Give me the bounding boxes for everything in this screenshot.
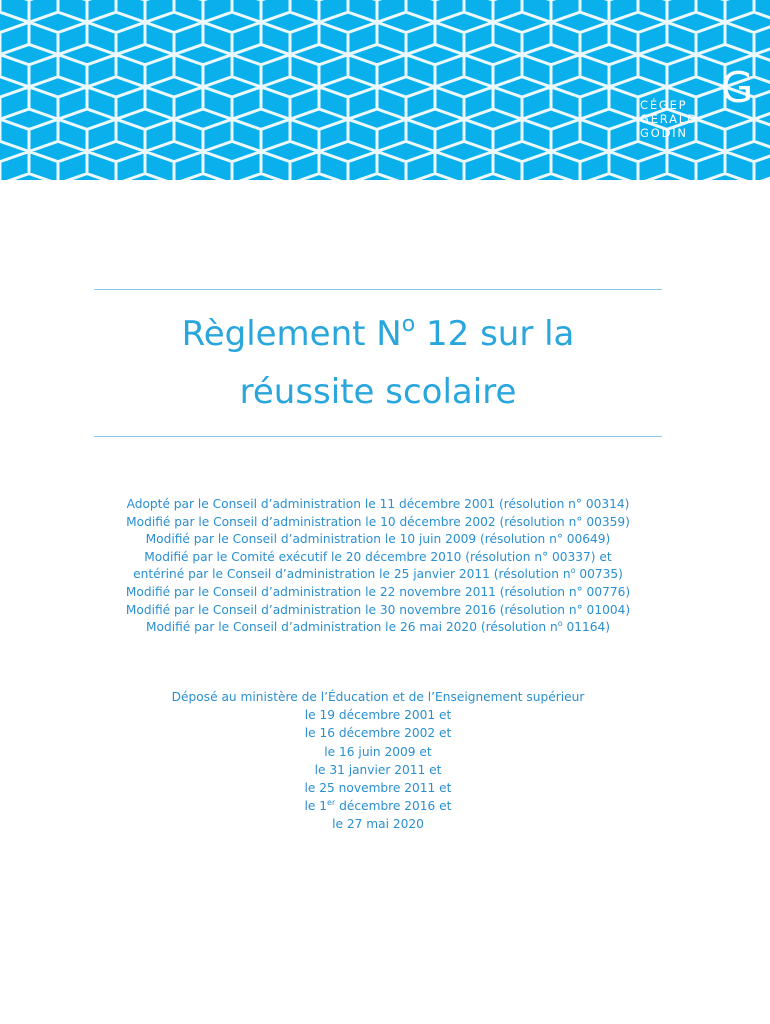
adoption-line: Modifié par le Conseil d’administration le 10 juin 2009 (résolution n° 00649) <box>145 532 611 547</box>
adoption-line: Modifié par le Conseil d’administration le 10 décembre 2002 (résolution n° 00359) <box>126 514 630 529</box>
deposit-line: le 16 décembre 2002 et <box>304 726 452 741</box>
adoption-history <box>40 496 716 637</box>
logo-line-3: GODIN <box>640 126 688 140</box>
cegep-logo <box>640 63 754 156</box>
document-title <box>94 305 662 421</box>
deposit-line: le 25 novembre 2011 et <box>304 781 452 796</box>
adoption-line: Modifié par le Conseil d’administration le 30 novembre 2016 (résolution n° 01004) <box>125 602 631 617</box>
svg-text:G: G <box>720 63 754 112</box>
deposit-line: le 27 mai 2020 <box>332 817 424 832</box>
logo-line-2: GÉRALD <box>640 112 698 126</box>
adoption-line: Modifié par le Conseil d’administration le 22 novembre 2011 (résolution n° 00776) <box>125 584 631 599</box>
deposit-history <box>40 688 716 834</box>
title-bottom-rule <box>94 436 662 437</box>
title-superscript: o <box>401 311 416 337</box>
title-line-1: Règlement $N^o$ 12 sur la <box>181 311 575 354</box>
adoption-line: Adopté par le Conseil d’administration le 11 décembre 2001 (résolution n° 00314) <box>126 497 630 511</box>
logo-line-1: CÉGEP <box>640 98 688 112</box>
deposit-line: le 31 janvier 2011 et <box>314 762 442 777</box>
header-banner <box>0 0 770 180</box>
title-line-2: réussite scolaire <box>239 372 517 412</box>
deposit-line: le 1er décembre 2016 et <box>304 798 452 814</box>
adoption-line: entériné par le Conseil d’administration le 25 janvier 2011 (résolution $n^o$ 00735) <box>133 566 623 582</box>
deposit-line: Déposé au ministère de l’Éducation et de l’Enseignement supérieur <box>171 690 585 704</box>
title-top-rule <box>94 289 662 290</box>
adoption-line: Modifié par le Comité exécutif le 20 décembre 2010 (résolution n° 00337) et <box>144 549 612 564</box>
deposit-line: le 16 juin 2009 et <box>324 744 432 759</box>
adoption-line: Modifié par le Conseil d’administration le 26 mai 2020 (résolution $n^o$ 01164) <box>146 619 610 635</box>
deposit-line: le 19 décembre 2001 et <box>304 708 452 723</box>
